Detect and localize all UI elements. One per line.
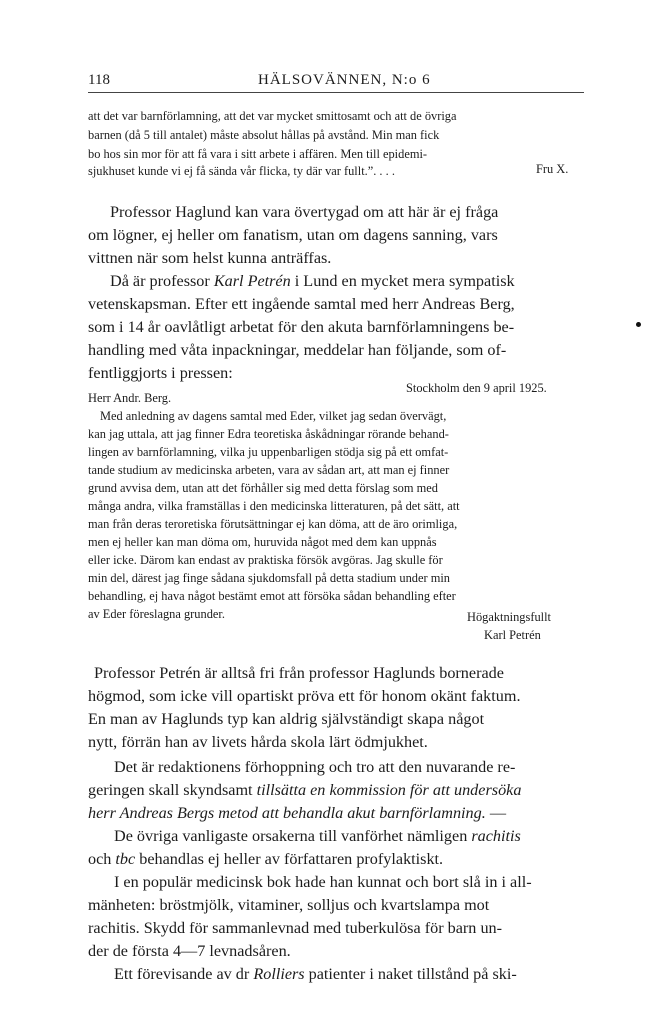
text-line: Professor Haglund kan vara övertygad om att här är ej fråga	[110, 203, 499, 221]
text-line: tande studium av medicinska arbeten, vara av sådan art, att man ej finner	[88, 463, 450, 477]
text-line: eller icke. Därom kan endast av praktiska försök avgöras. Jag skulle för	[88, 553, 443, 567]
text-line: men ej heller kan man döma om, huruvida något med dem kan uppnås	[88, 535, 437, 549]
text-line: Professor Petrén är alltså fri från professor Haglunds bornerade	[94, 664, 504, 682]
text-line: och tbc behandlas ej heller av författaren profylaktiskt.	[88, 850, 444, 868]
text-line: som i 14 år oavlåtligt arbetat för den akuta barnförlamningens be-	[88, 318, 515, 336]
text-line: bo hos sin mor för att få vara i sitt arbete i affären. Men till epidemi-	[88, 147, 428, 161]
text-line: vittnen när som helst kunna anträffas.	[88, 249, 332, 267]
letter-closing: Högaktningsfullt	[467, 610, 551, 624]
text-line: handling med våta inpackningar, meddelar han följande, som of-	[88, 341, 507, 359]
text-line: fentliggjorts i pressen:	[88, 364, 233, 382]
text-line: behandling, ej hava något bestämt emot att försöka sådan behandling efter	[88, 589, 456, 603]
letter-place-date: Stockholm den 9 april 1925.	[406, 381, 547, 395]
letter-salutation: Herr Andr. Berg.	[88, 391, 172, 405]
text-line: geringen skall skyndsamt tillsätta en kommission för att undersöka	[88, 781, 522, 799]
person-name: Karl Petrén	[213, 272, 291, 290]
person-name: Rolliers	[253, 965, 305, 983]
running-head: HÄLSOVÄNNEN, N:o 6	[258, 72, 431, 88]
page-number: 118	[88, 72, 110, 88]
text-line: lingen av barnförlamning, vilka ju uppenbarligen stödja sig på ett omfat-	[88, 445, 449, 459]
text-line: min del, därest jag finge sådana sjukdomsfall på detta stadium under min	[88, 571, 450, 585]
text-line: herr Andreas Bergs metod att behandla akut barnförlamning. —	[88, 804, 507, 822]
text-line: om lögner, ej heller om fanatism, utan om dagens sanning, vars	[88, 226, 498, 244]
text-line: att det var barnförlamning, att det var mycket smittosamt och att de övriga	[88, 109, 457, 123]
text-line: Det är redaktionens förhoppning och tro att den nuvarande re-	[114, 758, 516, 776]
text-line: många andra, vilka framställas i den medicinska litteraturen, på det sätt, att	[88, 499, 460, 513]
text-line: kan jag uttala, att jag finner Edra teoretiska åskådningar rörande behand-	[88, 427, 449, 441]
page-header	[88, 72, 584, 93]
text-line: der de första 4—7 levnadsåren.	[88, 942, 291, 960]
text-line: I en populär medicinsk bok hade han kunnat och bort slå in i all-	[114, 873, 532, 891]
text-line: En man av Haglunds typ kan aldrig självständigt skapa något	[88, 710, 485, 728]
text-line: sjukhuset kunde vi ej få sända vår flicka, ty där var fullt.”. . . .	[88, 164, 395, 178]
text-line: grund avvisa dem, utan att det förhåller sig med detta förslag som med	[88, 481, 438, 495]
text-line: rachitis. Skydd för sammanlevnad med tuberkulösa för barn un-	[88, 919, 503, 937]
text-line: mänheten: bröstmjölk, vitaminer, solljus och kvartslampa mot	[88, 896, 490, 914]
letter-signature: Karl Petrén	[484, 628, 541, 642]
text-line: av Eder föreslagna grunder.	[88, 607, 225, 621]
text-line: man från deras teroretiska förutsättningar ej kan döma, att de äro orimliga,	[88, 517, 458, 531]
text-line: nytt, förrän han av livets hårda skola lärt ödmjukhet.	[88, 733, 428, 751]
text-line: Med anledning av dagens samtal med Eder, vilket jag sedan övervägt,	[100, 409, 447, 423]
margin-dot	[636, 322, 641, 327]
text-line: Då är professor Karl Petrén i Lund en mycket mera sympatisk	[110, 272, 515, 290]
text-line: högmod, som icke vill opartiskt pröva ett för honom okänt faktum.	[88, 687, 521, 705]
letter-signature: Fru X.	[536, 162, 569, 176]
text-line: vetenskapsman. Efter ett ingående samtal med herr Andreas Berg,	[88, 295, 515, 313]
text-line: barnen (då 5 till antalet) måste absolut hållas på avstånd. Min man fick	[88, 128, 440, 142]
text-line: Ett förevisande av dr Rolliers patienter i naket tillstånd på ski-	[114, 965, 517, 983]
text-line: De övriga vanligaste orsakerna till vanförhet nämligen rachitis	[114, 827, 521, 845]
